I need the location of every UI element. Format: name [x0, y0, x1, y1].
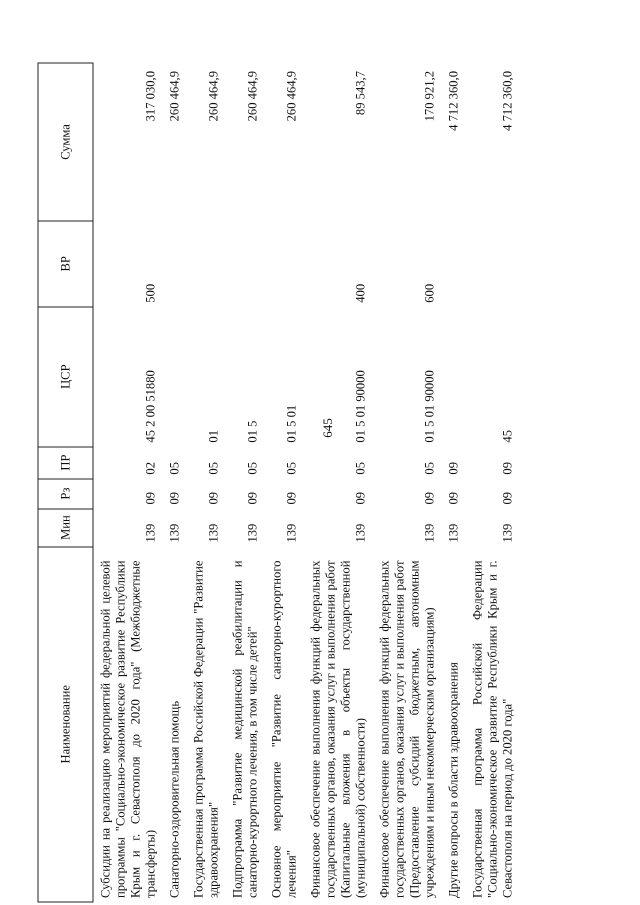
- row-min: 139: [167, 523, 182, 543]
- table-header-row: [38, 63, 93, 902]
- row-vr: 500: [143, 283, 158, 303]
- row-csr: 01: [206, 429, 221, 443]
- table-row: [466, 63, 520, 902]
- row-rz: 09: [500, 491, 515, 505]
- budget-table: [38, 62, 520, 902]
- row-vr: [163, 220, 187, 306]
- row-vr: [265, 220, 304, 306]
- row-name: Государственная программа Российской Федерации "Развитие здравоохранения": [191, 560, 221, 898]
- row-name: Подпрограмма "Развитие медицинской реабилитации и санаторно-курортного лечения, в том числе детей": [230, 560, 260, 898]
- row-rz: 09: [422, 491, 437, 505]
- row-sum: 89 543,7: [353, 70, 368, 115]
- table-row: [442, 63, 466, 902]
- table-row: [304, 63, 373, 902]
- row-pr: 05: [206, 461, 221, 475]
- row-rz: 09: [143, 491, 158, 505]
- row-min: 139: [422, 523, 437, 543]
- row-min: 139: [143, 523, 158, 543]
- row-pr: 05: [284, 461, 299, 475]
- header-csr: ЦСР: [38, 306, 93, 446]
- page-number: 645: [320, 418, 335, 438]
- header-sum: Сумма: [38, 63, 93, 221]
- row-rz: 09: [167, 491, 182, 505]
- header-rz: Рз: [38, 478, 93, 508]
- row-sum: 4 712 360,0: [500, 70, 515, 131]
- row-vr: [226, 220, 265, 306]
- table-row: [163, 63, 187, 902]
- row-name: Санаторно-оздоровительная помощь: [167, 700, 182, 898]
- header-vr: ВР: [38, 220, 93, 306]
- row-name: Государственная программа Российской Федерации "Социально-экономическое развитие Республики Крым и г. Севастополя на период до 2020 года": [470, 560, 515, 898]
- row-min: 139: [206, 523, 221, 543]
- header-name: Наименование: [38, 546, 93, 901]
- row-pr: 05: [353, 461, 368, 475]
- row-csr: 01 5 01 90000: [422, 369, 437, 443]
- row-min: 139: [446, 523, 461, 543]
- row-csr: 01 5 01 90000: [353, 369, 368, 443]
- row-pr: 05: [245, 461, 260, 475]
- row-name: Субсидии на реализацию мероприятий федеральной целевой программы "Социально-экономическое развитие Республики Крым и г. Севастополя до 2020 года" (Межбюджетные трансферты): [98, 560, 158, 898]
- row-name: Финансовое обеспечение выполнения функций федеральных государственных органов, оказания услуг и выполнения работ (Капитальные вложения в объекты государственной (муниципальной) собственности): [308, 560, 368, 898]
- row-min: 139: [353, 523, 368, 543]
- row-csr: 01 5 01: [284, 404, 299, 443]
- row-vr: [466, 220, 520, 306]
- row-sum: 260 464,9: [167, 70, 182, 121]
- row-csr: [442, 306, 466, 446]
- budget-table-container: [38, 62, 613, 902]
- row-rz: 09: [284, 491, 299, 505]
- row-rz: 09: [206, 491, 221, 505]
- row-vr: 600: [422, 283, 437, 303]
- row-pr: 09: [446, 461, 461, 475]
- row-min: 139: [500, 523, 515, 543]
- table-row: [373, 63, 442, 902]
- row-pr: 05: [167, 461, 182, 475]
- table-row: [187, 63, 226, 902]
- row-csr: 45: [500, 429, 515, 443]
- row-csr: [163, 306, 187, 446]
- row-name: Другие вопросы в области здравоохранения: [446, 661, 461, 898]
- row-sum: 170 921,2: [422, 70, 437, 121]
- row-pr: 05: [422, 461, 437, 475]
- row-rz: 09: [446, 491, 461, 505]
- row-pr: 02: [143, 461, 158, 475]
- row-rz: 09: [353, 491, 368, 505]
- row-rz: 09: [245, 491, 260, 505]
- row-name: Финансовое обеспечение выполнения функций федеральных государственных органов, оказания услуг и выполнения работ (Предоставление субсидий бюджетным, автономным учреждениям и иным некоммерческим организациям): [377, 560, 437, 898]
- header-pr: ПР: [38, 446, 93, 478]
- row-sum: 260 464,9: [284, 70, 299, 121]
- row-sum: 317 030,0: [143, 70, 158, 121]
- row-vr: [187, 220, 226, 306]
- row-vr: 400: [353, 283, 368, 303]
- row-sum: 4 712 360,0: [446, 70, 461, 131]
- row-name: Основное мероприятие "Развитие санаторно-курортного лечения": [269, 560, 299, 898]
- row-sum: 260 464,9: [245, 70, 260, 121]
- row-csr: 01 5: [245, 420, 260, 443]
- row-csr: 45 2 00 51880: [143, 369, 158, 443]
- row-sum: 260 464,9: [206, 70, 221, 121]
- row-vr: [442, 220, 466, 306]
- table-row: [226, 63, 265, 902]
- row-min: 139: [284, 523, 299, 543]
- row-pr: 09: [500, 461, 515, 475]
- row-min: 139: [245, 523, 260, 543]
- table-row: [265, 63, 304, 902]
- header-min: Мин: [38, 508, 93, 546]
- table-row: [93, 63, 163, 902]
